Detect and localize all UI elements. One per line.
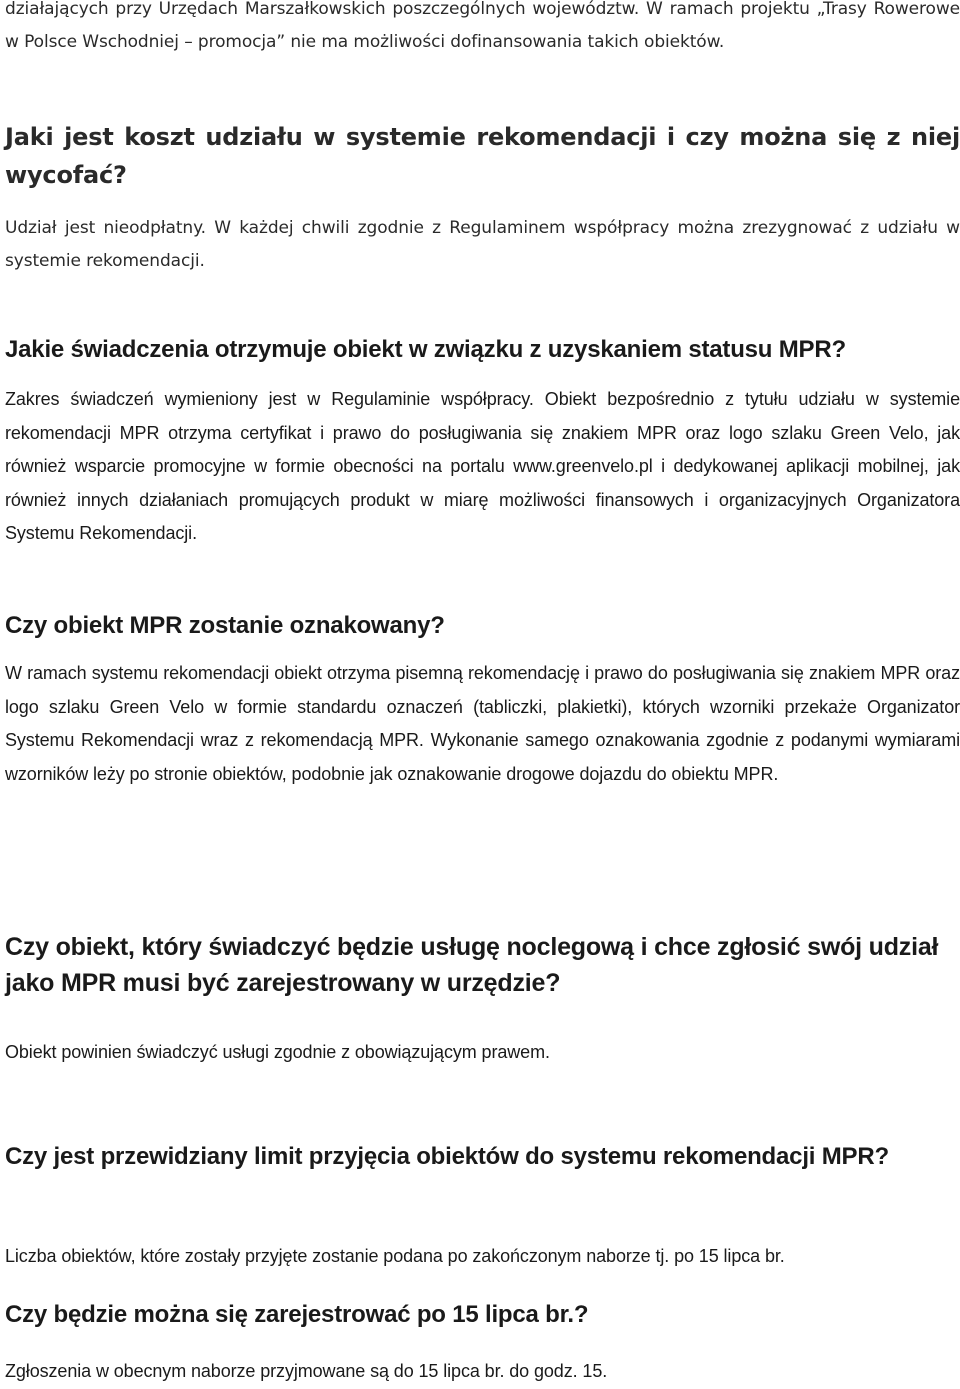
heading-marking: Czy obiekt MPR zostanie oznakowany?	[5, 612, 445, 639]
body-limit: Liczba obiektów, które zostały przyjęte zostanie podana po zakończonym naborze tj. po 15 lipca br.	[5, 1246, 785, 1266]
body-cost: Udział jest nieodpłatny. W każdej chwili zgodnie z Regulaminem współpracy można zrezygnować z udziału w systemie rekomendacji.	[5, 218, 960, 271]
intro-paragraph: działających przy Urzędach Marszałkowskich poszczególnych województw. W ramach projektu „Trasy Rowerowe w Polsce Wschodniej – promocja” nie ma możliwości dofinansowania takich obiektów.	[5, 0, 960, 52]
body-marking: W ramach systemu rekomendacji obiekt otrzyma pisemną rekomendację i prawo do posługiwania się znakiem MPR oraz logo szlaku Green Velo w formie standardu oznaczeń (tabliczki, plakietki), których wzorniki przekaże Organizator Systemu Rekomendacji wraz z rekomendacją MPR. Wykonanie samego oznakowania zgodnie z podanymi wymiarami wzorników leży po stronie obiektów, podobnie jak oznakowanie drogowe dojazdu do obiektu MPR.	[5, 663, 960, 784]
body-deadline: Zgłoszenia w obecnym naborze przyjmowane są do 15 lipca br. do godz. 15.	[5, 1361, 608, 1381]
heading-cost: Jaki jest koszt udziału w systemie rekomendacji i czy można się z niej wycofać?	[5, 123, 960, 189]
heading-benefits: Jakie świadczenia otrzymuje obiekt w związku z uzyskaniem statusu MPR?	[5, 336, 846, 363]
heading-limit: Czy jest przewidziany limit przyjęcia obiektów do systemu rekomendacji MPR?	[5, 1143, 889, 1170]
heading-deadline: Czy będzie można się zarejestrować po 15 lipca br.?	[5, 1301, 589, 1328]
body-benefits: Zakres świadczeń wymieniony jest w Regulaminie współpracy. Obiekt bezpośrednio z tytułu udziału w systemie rekomendacji MPR otrzyma certyfikat i prawo do posługiwania się znakiem MPR oraz logo szlaku Green Velo, jak również wsparcie promocyjne w formie obecności na portalu www.greenvelo.pl i dedykowanej aplikacji mobilnej, jak również innych działaniach promujących produkt w miarę możliwości finansowych i organizacyjnych Organizatora Systemu Rekomendacji.	[5, 389, 960, 543]
heading-registration: Czy obiekt, który świadczyć będzie usługę noclegową i chce zgłosić swój udział jako MPR musi być zarejestrowany w urzędzie?	[5, 933, 939, 997]
body-registration: Obiekt powinien świadczyć usługi zgodnie z obowiązującym prawem.	[5, 1042, 550, 1062]
